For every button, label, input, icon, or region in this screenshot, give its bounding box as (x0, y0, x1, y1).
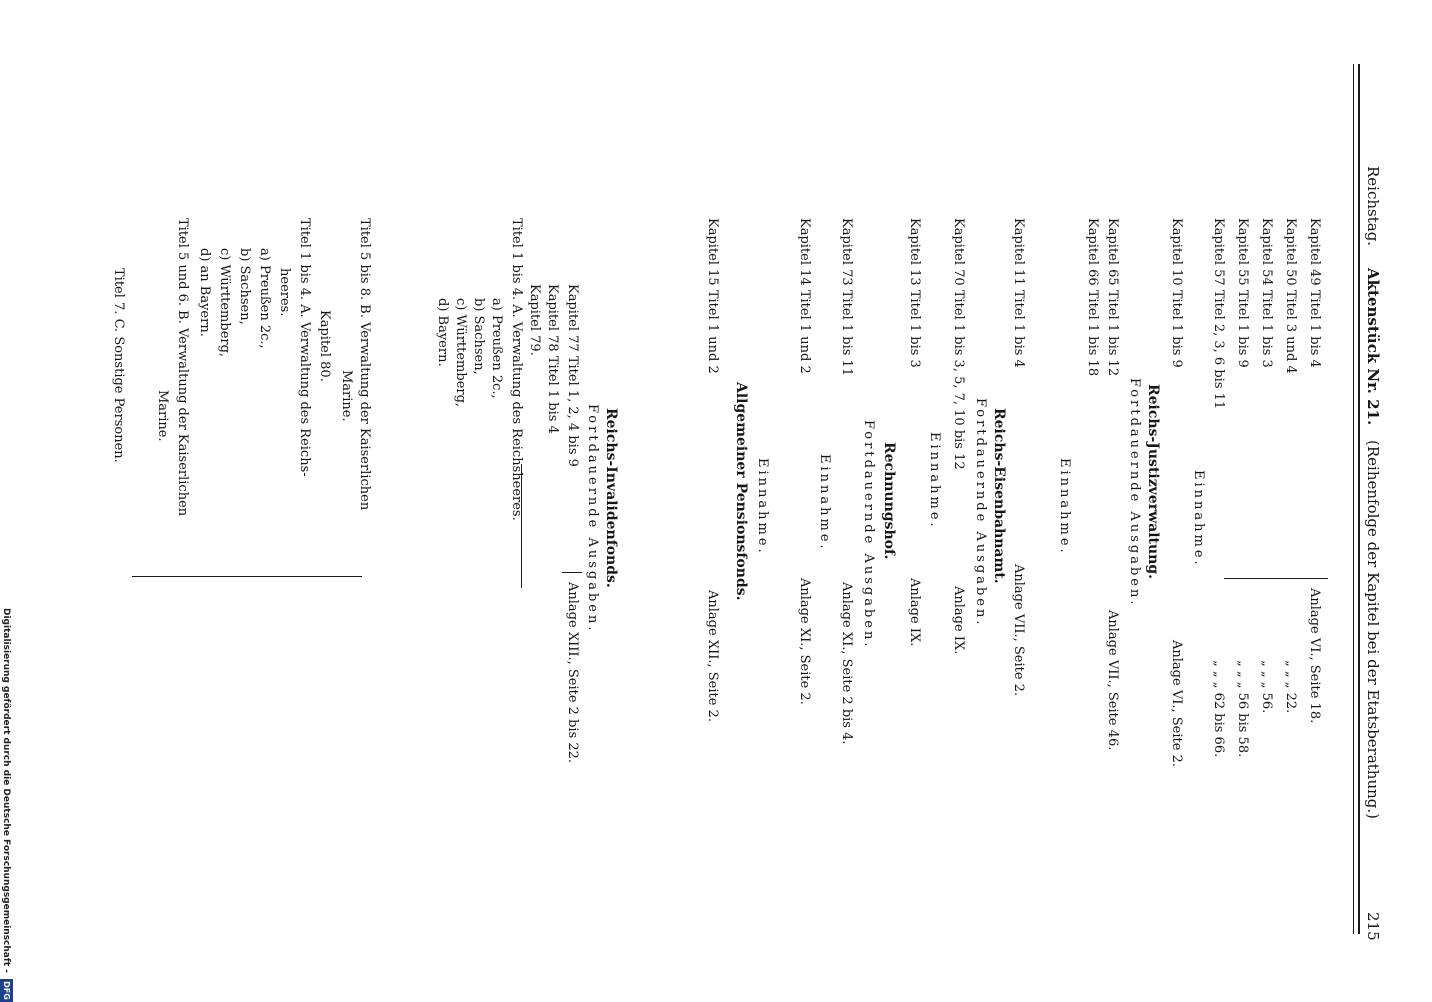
column-rule-4 (132, 576, 362, 577)
entry-line: Kapitel 79. (527, 284, 542, 356)
entry-line: Titel 5 und 6. B. Verwaltung der Kaiserlichen (175, 218, 190, 517)
entry-line: Kapitel 73 Titel 1 bis 11 (839, 218, 854, 377)
entry-ref: Anlage VII., Seite 46. (1105, 610, 1120, 751)
header-subtitle: (Reihenfolge der Kapitel bei der Etatsberathung.) (1364, 440, 1382, 820)
entry-line: Kapitel 49 Titel 1 bis 4 (1307, 218, 1322, 368)
section-subheading: Fortdauernde Ausgaben. (861, 420, 876, 650)
header-rule-2 (1353, 64, 1354, 934)
entry-ref: Anlage VII., Seite 2. (1011, 564, 1026, 697)
entry-ref: „ „ „ 62 bis 66. (1211, 660, 1226, 758)
entry-ref: Anlage XI., Seite 2. (797, 578, 812, 705)
entry-line: Marine. (155, 390, 170, 442)
entry-line: b) Sachsen, (471, 298, 486, 375)
entry-line: Titel 7. C. Sonstige Personen. (111, 268, 126, 463)
entry-line: Titel 1 bis 4. A. Verwaltung des Reichs- (297, 218, 312, 477)
entry-line: Kapitel 10 Titel 1 bis 9 (1169, 218, 1184, 368)
section-subheading: Fortdauernde Ausgaben. (585, 404, 600, 634)
section-heading: Reichs-Invalidenfonds. (603, 408, 619, 588)
entry-line: a) Preußen 2c., (257, 248, 272, 349)
entry-line: Kapitel 70 Titel 1 bis 3, 5, 7, 10 bis 12 (951, 218, 966, 470)
entry-line: Titel 1 bis 4. A. Verwaltung des Reichsheeres. (509, 218, 524, 521)
entry-line: Kapitel 54 Titel 1 bis 3 (1259, 218, 1274, 368)
entry-line: d) Bayern. (435, 298, 450, 367)
entry-line: Titel 5 bis 8. B. Verwaltung der Kaiserlichen (357, 218, 372, 511)
credit-text: Digitalisierung gefördert durch die Deutsche Forschungsgemeinschaft - (1, 608, 11, 973)
entry-ref: Anlage IX. (951, 586, 966, 655)
section-heading: Reichs-Justizverwaltung. (1145, 384, 1161, 580)
column-rule-2 (562, 572, 582, 573)
section-subheading: Einnahme. (1191, 470, 1206, 568)
footer-credit (0, 608, 13, 1000)
section-subheading: Fortdauernde Ausgaben. (1127, 378, 1142, 608)
entry-ref: Anlage XIII., Seite 2 bis 22. (565, 582, 580, 764)
entry-line: Kapitel 15 Titel 1 und 2 (705, 218, 720, 374)
section-heading: Allgemeiner Pensionsfonds. (733, 382, 749, 601)
entry-line: Kapitel 80. (317, 310, 332, 382)
entry-line: Kapitel 66 Titel 1 bis 18 (1085, 218, 1100, 377)
entry-ref: „ „ „ 56. (1259, 660, 1274, 714)
entry-line: Kapitel 57 Titel 2, 3, 6 bis 11 (1211, 218, 1226, 410)
entry-line: a) Preußen 2c., (489, 298, 504, 399)
section-subheading: Einnahme. (817, 454, 832, 552)
entry-line: Kapitel 78 Titel 1 bis 4 (545, 284, 560, 434)
section-subheading: Fortdauernde Ausgaben. (973, 398, 988, 628)
entry-line: Kapitel 65 Titel 1 bis 12 (1105, 218, 1120, 377)
section-heading: Rechnungshof. (881, 442, 897, 560)
section-subheading: Einnahme. (1057, 458, 1072, 556)
entry-line: Kapitel 77 Titel 1, 2, 4 bis 9 (565, 284, 580, 467)
entry-ref: Anlage IX. (907, 578, 922, 647)
entry-line: Kapitel 50 Titel 3 und 4 (1283, 218, 1298, 374)
entry-line: Marine. (339, 370, 354, 422)
column-rule-1 (1224, 578, 1328, 579)
header-left: Reichstag. (1364, 166, 1382, 247)
section-heading: Reichs-Eisenbahnamt. (991, 408, 1007, 584)
entry-line: b) Sachsen, (237, 248, 252, 325)
section-subheading: Einnahme. (927, 432, 942, 530)
entry-line: Kapitel 13 Titel 1 bis 3 (907, 218, 922, 368)
entry-ref: Anlage VI., Seite 18. (1307, 588, 1322, 724)
entry-line: Kapitel 11 Titel 1 bis 4 (1011, 218, 1026, 368)
header-rule-top (1358, 64, 1360, 934)
header-center: Aktenstück Nr. 21. (1364, 268, 1382, 426)
entry-line: heeres. (277, 268, 292, 317)
entry-ref: Anlage XII., Seite 2. (705, 590, 720, 722)
section-subheading: Einnahme. (755, 458, 770, 556)
entry-ref: Anlage XI., Seite 2 bis 4. (839, 582, 854, 745)
entry-line: Kapitel 55 Titel 1 bis 9 (1235, 218, 1250, 368)
entry-ref: Anlage VI., Seite 2. (1169, 640, 1184, 767)
entry-line: Kapitel 14 Titel 1 und 2 (797, 218, 812, 374)
entry-line: d) an Bayern. (197, 248, 212, 337)
entry-line: c) Württemberg, (217, 248, 232, 358)
entry-ref: „ „ „ 56 bis 58. (1235, 660, 1250, 758)
entry-line: c) Württemberg, (453, 298, 468, 408)
dfg-logo: DFG (2, 981, 11, 1000)
page-number: 215 (1364, 912, 1382, 941)
entry-ref: „ „ „ 22. (1283, 660, 1298, 714)
